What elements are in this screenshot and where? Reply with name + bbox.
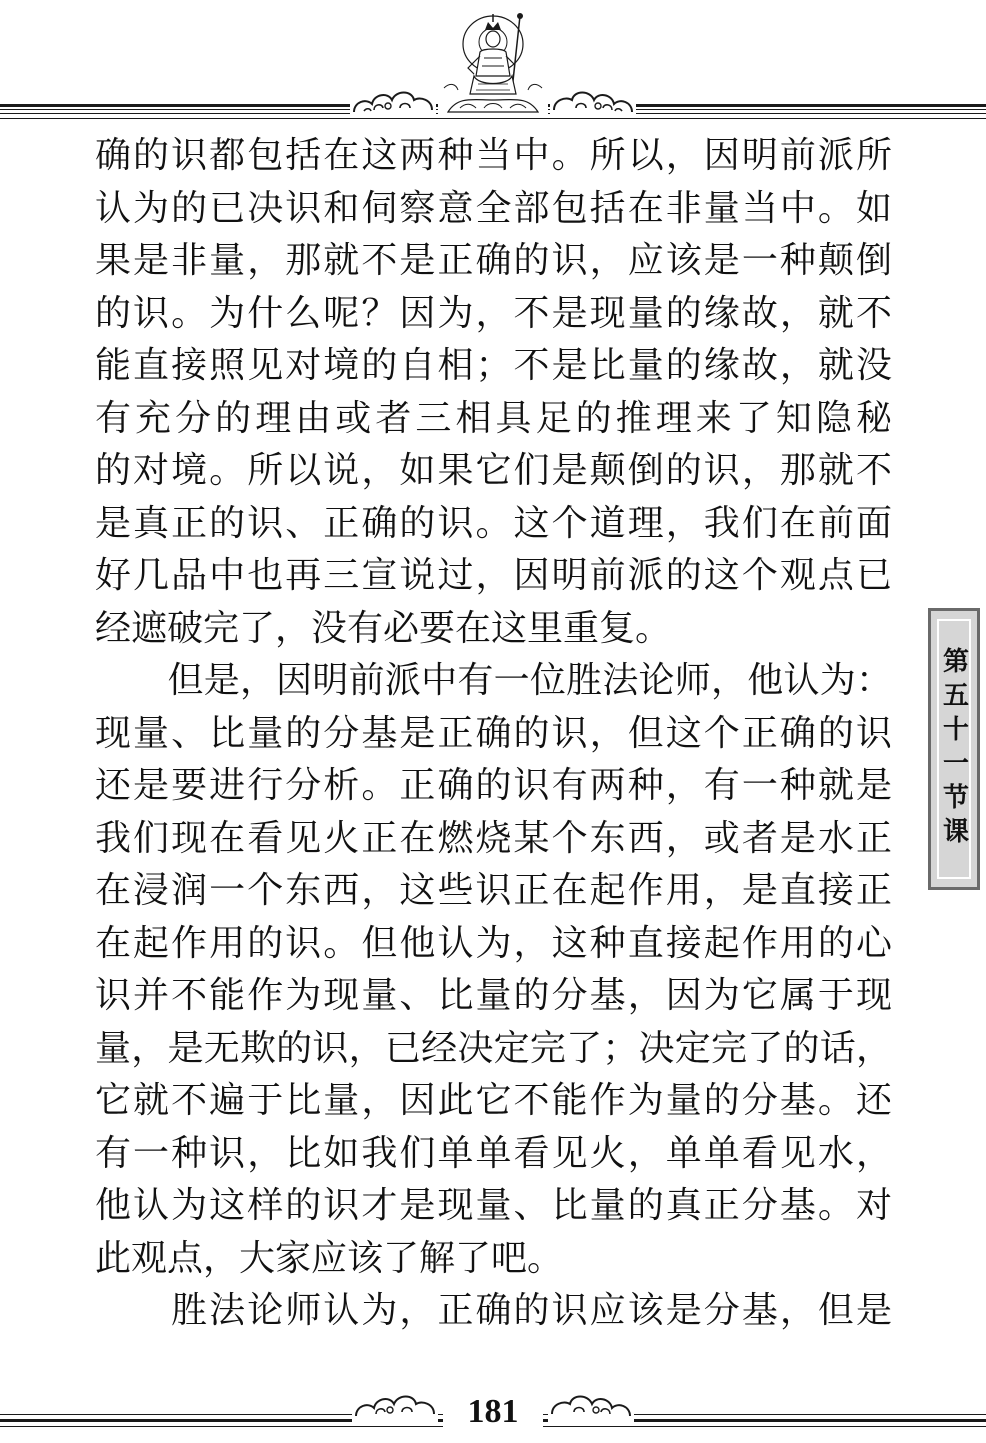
header-thin-rule: [0, 118, 986, 119]
text-line: 但是，因明前派中有一位胜法论师，他认为：: [95, 660, 892, 701]
text-line: 有一种识，比如我们单单看见火，单单看见水，: [95, 1132, 892, 1174]
left-cloud-ornament-icon: [350, 84, 436, 118]
footer-left-cloud-icon: [352, 1388, 438, 1422]
text-line: 他认为这样的识才是现量、比量的真正分基。对: [95, 1185, 892, 1226]
text-line: 它就不遍于比量，因此它不能作为量的分基。还: [95, 1080, 892, 1121]
deity-figure-icon: [438, 4, 548, 116]
text-line: 识并不能作为现量、比量的分基，因为它属于现: [95, 975, 892, 1016]
text-line: 我们现在看见火正在燃烧某个东西，或者是水正: [95, 817, 892, 859]
text-line: 胜法论师认为，正确的识应该是分基，但是: [95, 1290, 892, 1331]
text-line: 好几品中也再三宣说过，因明前派的这个观点已: [95, 555, 892, 596]
page-number: 181: [443, 1392, 543, 1432]
right-cloud-ornament-icon: [550, 84, 636, 118]
text-line: 确的识都包括在这两种当中。所以，因明前派所: [95, 135, 892, 176]
text-line: 是真正的识、正确的识。这个道理，我们在前面: [95, 502, 892, 544]
text-line: 经遮破完了，没有必要在这里重复。: [95, 607, 672, 649]
text-line: 果是非量，那就不是正确的识，应该是一种颠倒: [95, 240, 892, 281]
text-line: 还是要进行分析。正确的识有两种，有一种就是: [95, 765, 892, 806]
chapter-side-tab: [928, 608, 980, 890]
text-line: 在浸润一个东西，这些识正在起作用，是直接正: [95, 870, 892, 911]
text-line: 能直接照见对境的自相；不是比量的缘故，就没: [95, 345, 892, 386]
text-line: 此观点，大家应该了解了吧。: [95, 1237, 564, 1279]
footer-right-cloud-icon: [548, 1388, 634, 1422]
chapter-label: 第五十一节课: [938, 647, 969, 851]
text-line: 量，是无欺的识，已经决定完了；决定完了的话，: [95, 1027, 892, 1069]
chapter-side-tab-inner: [937, 619, 971, 879]
text-line: 在起作用的识。但他认为，这种直接起作用的心: [95, 922, 892, 964]
text-line: 的对境。所以说，如果它们是颠倒的识，那就不: [95, 450, 892, 491]
text-line: 的识。为什么呢？因为，不是现量的缘故，就不: [95, 292, 892, 334]
text-line: 认为的已决识和伺察意全部包括在非量当中。如: [95, 187, 892, 229]
text-line: 有充分的理由或者三相具足的推理来了知隐秘: [95, 397, 892, 439]
body-text: [95, 130, 892, 1338]
text-line: 现量、比量的分基是正确的识，但这个正确的识: [95, 712, 892, 754]
